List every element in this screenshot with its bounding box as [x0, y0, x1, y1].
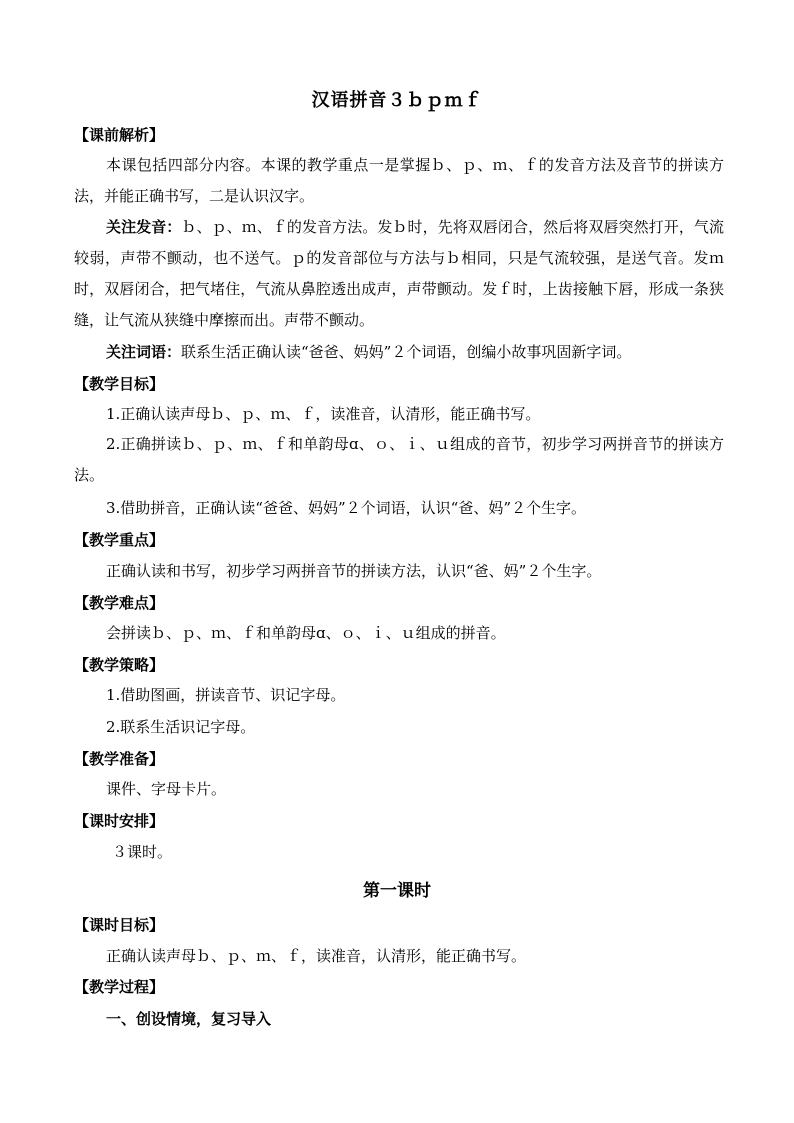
goal-item-3: 3.借助拼音，正确认读“爸爸、妈妈”２个词语，认识“爸、妈”２个生字。	[106, 499, 586, 517]
preview-heading: 【课前解析】	[74, 126, 165, 144]
preview-paragraph-1: 本课包括四部分内容。本课的教学重点一是掌握ｂ、ｐ、ｍ、ｆ的发音方法及音节的拼读方法，并能正确书写，二是认识汉字。	[74, 156, 724, 205]
preparation-text: 课件、字母卡片。	[106, 780, 227, 798]
preparation-heading: 【教学准备】	[74, 750, 165, 768]
lesson-goal-text: 正确认读声母ｂ、ｐ、ｍ、ｆ，读准音，认清形，能正确书写。	[106, 947, 527, 965]
lesson-1-title: 第一课时	[363, 881, 431, 901]
words-lead: 关注词语：	[106, 343, 182, 361]
goal-item-1: 1.正确认读声母ｂ、ｐ、ｍ、ｆ，读准音，认清形，能正确书写。	[106, 405, 541, 423]
strategies-heading: 【教学策略】	[74, 656, 165, 674]
words-text: 联系生活正确认读“爸爸、妈妈”２个词语，创编小故事巩固新字词。	[181, 343, 632, 361]
lesson-goal-heading: 【课时目标】	[74, 916, 165, 934]
schedule-text: ３课时。	[112, 843, 173, 861]
goal-item-2: 2.正确拼读ｂ、ｐ、ｍ、ｆ和单韵母ɑ、ｏ、ｉ、ｕ组成的音节，初步学习两拼音节的拼读方法。	[74, 435, 724, 484]
process-heading: 【教学过程】	[74, 978, 165, 996]
process-step-1: 一、创设情境，复习导入	[106, 1010, 272, 1028]
strategy-item-2: 2.联系生活识记字母。	[106, 718, 256, 736]
key-points-heading: 【教学重点】	[74, 531, 165, 549]
preview-paragraph-words	[74, 337, 724, 368]
key-points-text: 正确认读和书写，初步学习两拼音节的拼读方法，认识“爸、妈”２个生字。	[106, 562, 602, 580]
goals-heading: 【教学目标】	[74, 375, 165, 393]
document-title: 汉语拼音３ｂｐｍｆ	[311, 90, 483, 111]
schedule-heading: 【课时安排】	[74, 812, 165, 830]
pronunciation-text: ｂ、ｐ、ｍ、ｆ的发音方法。发ｂ时，先将双唇闭合，然后将双唇突然打开，气流较弱，声带不颤动，也不送气。ｐ的发音部位与方法与ｂ相同，只是气流较强，是送气音。发ｍ时，双唇闭合，把气堵住，气流从鼻腔透出成声，声带颤动。发ｆ时，上齿接触下唇，形成一条狭缝，让气流从狭缝中摩擦而出。声带不颤动。	[74, 218, 724, 329]
difficulties-heading: 【教学难点】	[74, 594, 165, 612]
pronunciation-lead: 关注发音：	[106, 218, 182, 236]
preview-paragraph-pronunciation	[74, 212, 724, 336]
strategy-item-1: 1.借助图画，拼读音节、识记字母。	[106, 686, 346, 704]
difficulties-text: 会拼读ｂ、ｐ、ｍ、ｆ和单韵母ɑ、ｏ、ｉ、ｕ组成的拼音。	[106, 624, 506, 642]
